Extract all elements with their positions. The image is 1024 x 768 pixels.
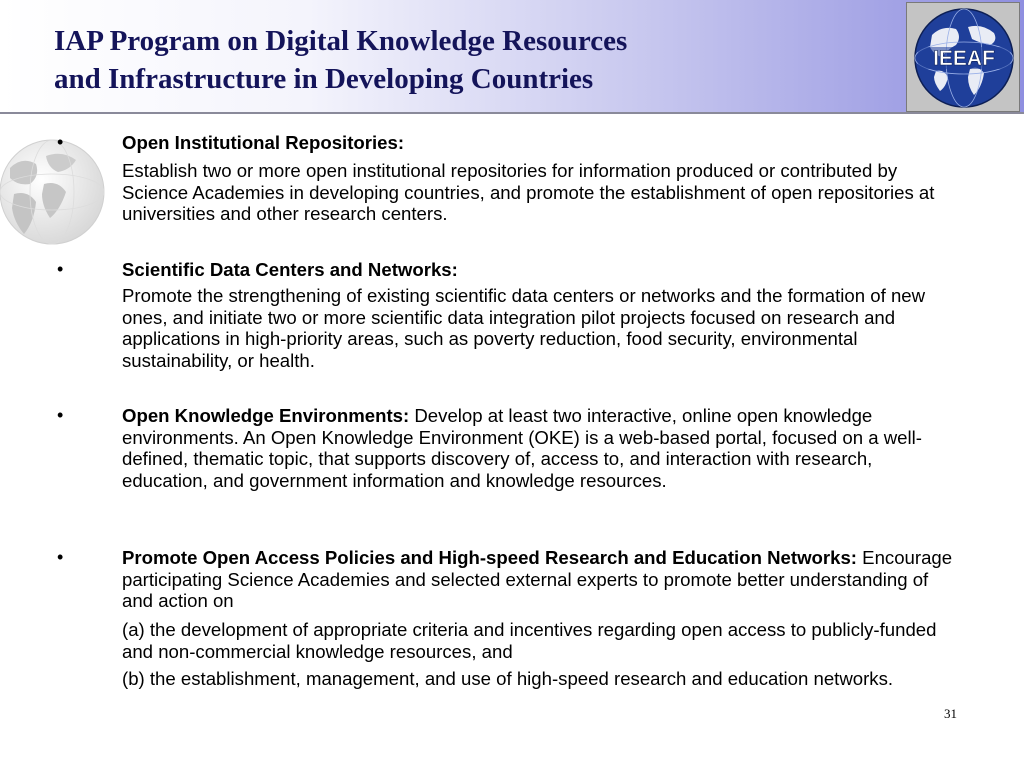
item-3-heading: Open Knowledge Environments: (122, 405, 410, 426)
item-4-heading: Promote Open Access Policies and High-speed Research and Education Networks: (122, 547, 857, 568)
logo-text: IEEAF (933, 47, 995, 70)
item-1-heading-text: Open Institutional Repositories: (122, 132, 405, 153)
slide-title-line-2: and Infrastructure in Developing Countries (54, 63, 594, 95)
slide-title-line-1: IAP Program on Digital Knowledge Resources (54, 25, 628, 57)
bullet-4: • (57, 547, 64, 567)
item-3-body: Develop at least two interactive, online open knowledge environments. An Open Knowledge Environment (OKE) is a web-based portal, focused on a well-defined, thematic topic, that supports discovery of, access to, and interaction with research, education, and government information and knowledge resources. (122, 405, 922, 491)
page-number: 31 (944, 706, 957, 721)
item-2-heading-text: Scientific Data Centers and Networks: (122, 259, 458, 280)
bullet-3: • (57, 405, 64, 425)
item-2-body: Promote the strengthening of existing scientific data centers or networks and the formation of new ones, and initiate two or more scientific data integration pilot projects focused on research and applications in high-priority areas, such as poverty reduction, food security, environmental sustainability, or health. (122, 285, 926, 371)
item-4-sub-b: (b) the establishment, management, and use of high-speed research and education networks. (122, 668, 894, 689)
bullet-1: • (57, 132, 64, 152)
item-1-heading (122, 132, 957, 154)
item-4-body: Encourage participating Science Academies and selected external experts to promote better understanding of and action on (122, 547, 953, 612)
item-4-text (122, 547, 957, 612)
item-2-heading (122, 259, 957, 281)
bullet-2: • (57, 259, 64, 279)
item-1-body: Establish two or more open institutional repositories for information produced or contributed by Science Academies in developing countries, and promote the establishment of open repositories at universities and other research centers. (122, 160, 935, 225)
item-3-text (122, 405, 957, 491)
item-4-sub-a: (a) the development of appropriate criteria and incentives regarding open access to publicly-funded and non-commercial knowledge resources, and (122, 619, 937, 662)
